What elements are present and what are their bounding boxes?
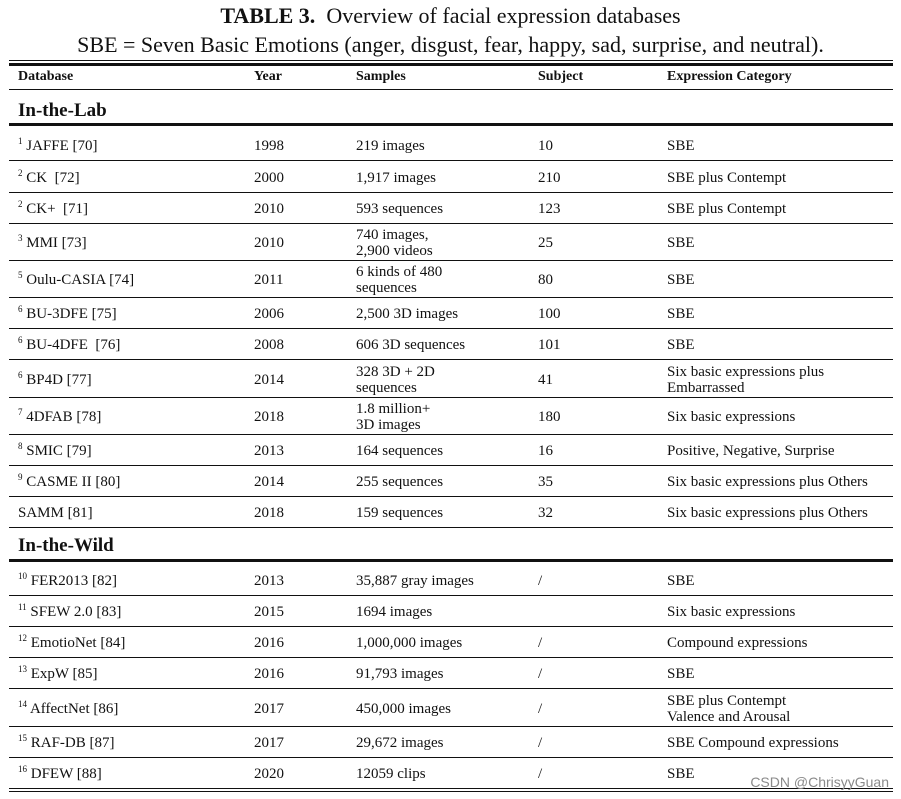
category-line: SBE Compound expressions: [667, 735, 839, 751]
cell-expression-category: [667, 505, 868, 521]
cell-samples: [356, 766, 426, 782]
database-name: 4DFAB [78]: [26, 409, 102, 425]
reference-number: 6: [18, 304, 23, 314]
cell-year: 2011: [254, 272, 284, 288]
category-line: SBE: [667, 235, 695, 251]
cell-subject: 32: [538, 505, 553, 521]
samples-line: 2,500 3D images: [356, 306, 459, 322]
cell-year: 2010: [254, 201, 284, 217]
cell-subject: 101: [538, 337, 561, 353]
cell-subject: 10: [538, 137, 553, 154]
cell-subject: /: [538, 766, 543, 782]
reference-number: 3: [18, 233, 23, 243]
cell-database: [18, 337, 120, 353]
table-note: SBE = Seven Basic Emotions (anger, disgust, fear, happy, sad, surprise, and neutral).: [77, 32, 824, 57]
cell-expression-category: [667, 235, 695, 251]
cell-expression-category: [667, 666, 695, 682]
cell-year: 2016: [254, 666, 284, 682]
category-line: SBE plus Contempt: [667, 201, 787, 217]
database-name: DFEW [88]: [30, 766, 102, 782]
row-separator: [9, 260, 893, 261]
cell-database: [18, 235, 87, 251]
cell-expression-category: [667, 573, 695, 589]
samples-line: sequences: [356, 379, 417, 396]
cell-database: [18, 766, 102, 782]
cell-samples: [356, 701, 451, 717]
cell-subject: /: [538, 573, 543, 589]
samples-line: 164 sequences: [356, 443, 444, 459]
reference-number: 1: [18, 135, 23, 146]
samples-line: 6 kinds of 480: [356, 264, 443, 280]
cell-samples: [356, 337, 465, 353]
cell-samples: [356, 474, 443, 490]
database-name: Oulu-CASIA [74]: [26, 272, 135, 288]
cell-year: 2018: [254, 409, 284, 425]
database-name: RAF-DB [87]: [30, 735, 115, 751]
cell-year: 2017: [254, 735, 284, 751]
database-name: AffectNet [86]: [29, 700, 119, 717]
cell-subject: 16: [538, 443, 553, 459]
row-separator: [9, 434, 893, 435]
cell-expression-category: [667, 766, 695, 782]
reference-number: 5: [18, 270, 23, 280]
watermark: CSDN @ChrisyyGuan: [750, 774, 889, 790]
row-separator: [9, 465, 893, 466]
samples-line: 12059 clips: [356, 766, 426, 782]
row-separator: [9, 527, 893, 528]
cell-year: 2013: [254, 443, 284, 459]
reference-number: 13: [18, 664, 27, 674]
row-separator: [9, 726, 893, 727]
cell-expression-category: [667, 735, 839, 751]
database-name: BU-3DFE [75]: [26, 306, 117, 322]
row-separator: [9, 595, 893, 596]
category-line: Six basic expressions plus: [667, 363, 825, 380]
cell-expression-category: [667, 306, 695, 322]
row-separator: [9, 160, 893, 161]
row-separator: [9, 223, 893, 224]
reference-number: 2: [18, 199, 23, 209]
database-name: CK [72]: [26, 169, 80, 186]
reference-number: 7: [18, 407, 23, 417]
cell-expression-category: [667, 138, 695, 154]
cell-database: [18, 474, 120, 490]
cell-subject: 35: [538, 474, 553, 490]
cell-database: [18, 409, 101, 425]
table-top-rule: [9, 60, 893, 61]
row-separator: [9, 757, 893, 758]
reference-number: 9: [18, 472, 23, 482]
category-line: SBE: [667, 573, 695, 589]
section-title: In-the-Lab: [18, 100, 107, 121]
category-line: SBE: [667, 272, 695, 288]
database-name: ExpW [85]: [30, 666, 98, 682]
section-title: In-the-Wild: [18, 535, 114, 556]
samples-line: 740 images,: [356, 227, 429, 243]
samples-line: 35,887 gray images: [356, 573, 474, 589]
cell-database: [18, 735, 115, 751]
category-line: SBE plus Contempt: [667, 169, 787, 186]
samples-line: 159 sequences: [356, 505, 444, 521]
category-line: Six basic expressions plus Others: [667, 474, 868, 490]
cell-subject: /: [538, 635, 543, 651]
samples-line: 1,000,000 images: [356, 635, 463, 651]
samples-line: sequences: [356, 280, 417, 296]
category-line: Positive, Negative, Surprise: [667, 443, 835, 459]
cell-expression-category: [667, 693, 790, 725]
cell-samples: [356, 505, 443, 521]
header-samples: Samples: [356, 69, 406, 84]
header-subject: Subject: [538, 69, 584, 84]
cell-subject: 25: [538, 235, 553, 251]
cell-expression-category: [667, 474, 868, 490]
row-separator: [9, 688, 893, 689]
cell-samples: [356, 227, 433, 259]
cell-year: 2015: [254, 604, 284, 620]
header-database: Database: [18, 69, 74, 84]
reference-number: 6: [18, 335, 23, 345]
row-separator: [9, 297, 893, 298]
samples-line: 91,793 images: [356, 666, 444, 682]
database-name: EmotioNet [84]: [30, 635, 126, 651]
cell-subject: 80: [538, 272, 553, 288]
header-bottom-rule: [9, 89, 893, 90]
database-name: SMIC [79]: [26, 443, 92, 459]
category-line: Six basic expressions: [667, 409, 796, 425]
cell-expression-category: [667, 604, 795, 620]
cell-subject: 123: [538, 201, 561, 217]
samples-line: 1.8 million+: [356, 401, 431, 417]
reference-number: 10: [18, 571, 27, 581]
cell-samples: [356, 264, 442, 296]
cell-expression-category: [667, 170, 786, 186]
row-separator: [9, 192, 893, 193]
table-bottom-rule-double: [9, 791, 893, 792]
cell-year: 2010: [254, 235, 284, 251]
category-line: Embarrassed: [667, 379, 745, 396]
row-separator: [9, 397, 893, 398]
cell-subject: /: [538, 666, 543, 682]
cell-database: [18, 604, 121, 620]
samples-line: 29,672 images: [356, 735, 444, 751]
section-rule: [9, 123, 893, 126]
cell-year: 2020: [254, 766, 284, 782]
cell-subject: /: [538, 700, 543, 717]
cell-year: 2006: [254, 306, 284, 322]
reference-number: 12: [18, 633, 27, 643]
row-separator: [9, 626, 893, 627]
database-name: FER2013 [82]: [30, 573, 117, 589]
cell-database: [18, 135, 98, 154]
reference-number: 8: [18, 441, 23, 451]
row-separator: [9, 496, 893, 497]
cell-expression-category: [667, 635, 807, 651]
cell-expression-category: [667, 364, 824, 396]
cell-year: 2017: [254, 700, 284, 717]
cell-database: [18, 505, 93, 521]
reference-number: 14: [18, 698, 27, 709]
database-name: BU-4DFE [76]: [26, 337, 121, 353]
table-caption: [0, 3, 901, 29]
table-top-rule-thick: [9, 63, 893, 66]
category-line: SBE: [667, 337, 695, 353]
cell-year: 2000: [254, 169, 284, 186]
reference-number: 11: [18, 602, 27, 612]
section-rule: [9, 559, 893, 562]
cell-year: 2014: [254, 474, 284, 490]
samples-line: 450,000 images: [356, 700, 451, 717]
row-separator: [9, 359, 893, 360]
cell-samples: [356, 573, 474, 589]
cell-samples: [356, 604, 432, 620]
category-line: Valence and Arousal: [667, 708, 791, 725]
table-title: Overview of facial expression databases: [326, 3, 681, 28]
table-label: TABLE 3.: [220, 3, 316, 28]
samples-line: 219 images: [356, 137, 425, 154]
cell-samples: [356, 306, 458, 322]
row-separator: [9, 657, 893, 658]
category-line: SBE: [667, 137, 695, 154]
cell-samples: [356, 401, 430, 433]
cell-database: [18, 272, 134, 288]
cell-subject: /: [538, 735, 543, 751]
cell-samples: [356, 364, 435, 396]
category-line: SBE: [667, 666, 695, 682]
row-separator: [9, 328, 893, 329]
samples-line: 606 3D sequences: [356, 337, 466, 353]
cell-year: 2018: [254, 505, 284, 521]
cell-database: [18, 167, 80, 186]
cell-year: 2013: [254, 573, 284, 589]
cell-subject: 180: [538, 409, 561, 425]
cell-subject: 41: [538, 371, 553, 388]
database-name: JAFFE [70]: [26, 137, 98, 154]
category-line: SBE plus Contempt: [667, 692, 787, 709]
cell-year: 2014: [254, 371, 284, 388]
cell-expression-category: [667, 272, 695, 288]
reference-number: 2: [18, 167, 23, 178]
cell-expression-category: [667, 337, 695, 353]
cell-database: [18, 201, 88, 217]
category-line: Six basic expressions: [667, 604, 796, 620]
header-year: Year: [254, 69, 282, 84]
cell-database: [18, 306, 117, 322]
reference-number: 16: [18, 764, 27, 774]
database-name: CASME II [80]: [26, 474, 121, 490]
reference-number: 6: [18, 369, 23, 380]
cell-subject: 210: [538, 169, 561, 186]
samples-line: 3D images: [356, 417, 421, 433]
category-line: SBE: [667, 306, 695, 322]
database-name: MMI [73]: [26, 235, 87, 251]
cell-samples: [356, 443, 443, 459]
samples-line: 255 sequences: [356, 474, 444, 490]
category-line: Compound expressions: [667, 635, 808, 651]
samples-line: 328 3D + 2D: [356, 363, 435, 380]
header-expression-category: Expression Category: [667, 69, 792, 84]
database-name: SFEW 2.0 [83]: [30, 604, 122, 620]
cell-expression-category: [667, 409, 795, 425]
reference-number: 15: [18, 733, 27, 743]
samples-line: 1,917 images: [356, 169, 436, 186]
cell-samples: [356, 201, 443, 217]
cell-database: [18, 666, 98, 682]
cell-samples: [356, 635, 462, 651]
samples-line: 593 sequences: [356, 201, 444, 217]
cell-samples: [356, 735, 444, 751]
cell-year: 1998: [254, 137, 284, 154]
cell-samples: [356, 170, 436, 186]
cell-database: [18, 635, 125, 651]
category-line: Six basic expressions plus Others: [667, 505, 868, 521]
cell-expression-category: [667, 201, 786, 217]
database-name: CK+ [71]: [26, 201, 89, 217]
cell-database: [18, 698, 119, 717]
samples-line: 2,900 videos: [356, 243, 433, 259]
cell-year: 2008: [254, 337, 284, 353]
cell-samples: [356, 666, 444, 682]
cell-database: [18, 369, 92, 388]
database-name: BP4D [77]: [26, 371, 92, 388]
cell-database: [18, 443, 92, 459]
cell-expression-category: [667, 443, 834, 459]
database-name: SAMM [81]: [18, 505, 93, 521]
category-line: SBE: [667, 766, 695, 782]
samples-line: 1694 images: [356, 604, 433, 620]
cell-year: 2016: [254, 635, 284, 651]
cell-subject: 100: [538, 306, 561, 322]
cell-database: [18, 573, 117, 589]
cell-samples: [356, 138, 425, 154]
